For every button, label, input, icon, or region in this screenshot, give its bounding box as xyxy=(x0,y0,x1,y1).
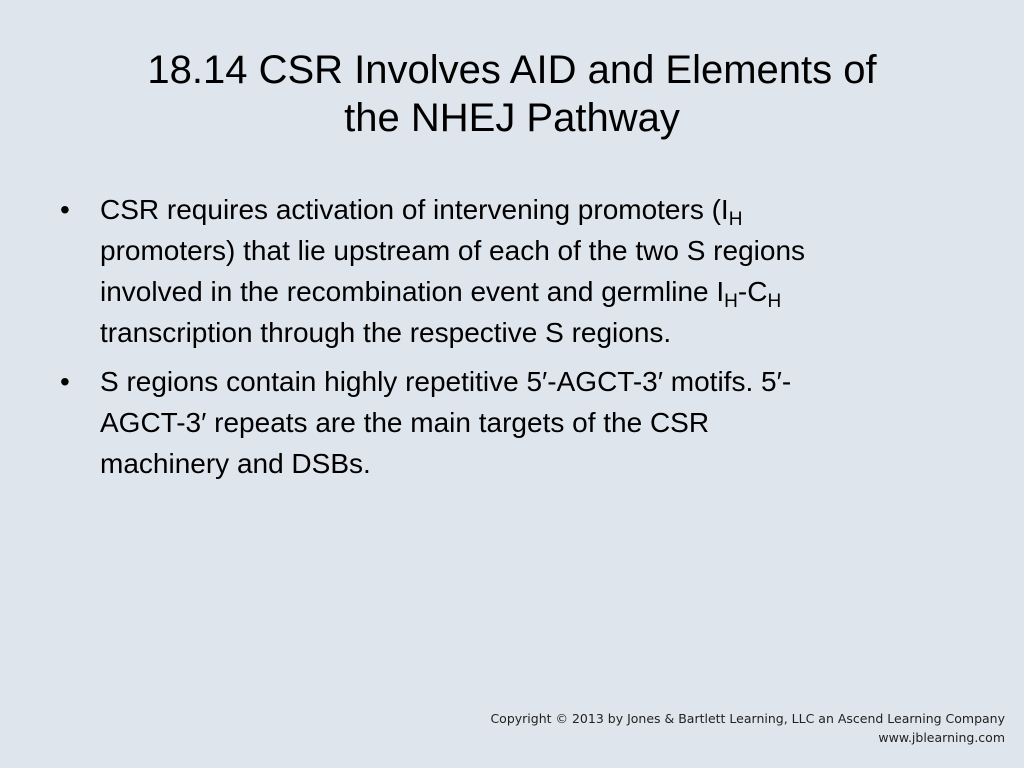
bullet-text: involved in the recombination event and germline I xyxy=(100,276,725,307)
bullet-icon: • xyxy=(60,366,70,397)
copyright-text: Copyright © 2013 by Jones & Bartlett Learning, LLC an Ascend Learning Company xyxy=(490,711,1005,726)
bullet-text: -C xyxy=(737,276,768,307)
copyright-footer xyxy=(490,709,1005,747)
bullet-item-csr-promoters xyxy=(60,189,980,353)
slide-title-line-1: 18.14 CSR Involves AID and Elements of xyxy=(147,48,877,92)
subscript: H xyxy=(728,209,743,230)
website-text: www.jblearning.com xyxy=(878,730,1005,745)
bullet-line: promoters) that lie upstream of each of the two S regions xyxy=(100,235,806,266)
slide-title-line-2: the NHEJ Pathway xyxy=(344,96,680,140)
bullet-icon: • xyxy=(60,194,70,225)
bullet-line xyxy=(100,271,980,312)
bullet-line: AGCT-3′ repeats are the main targets of the CSR xyxy=(100,407,710,438)
bullet-line: transcription through the respective S regions. xyxy=(100,317,672,348)
bullet-line: S regions contain highly repetitive 5′-AGCT-3′ motifs. 5′- xyxy=(100,366,792,397)
bullet-line xyxy=(100,189,980,230)
subscript: H xyxy=(724,291,738,312)
bullet-list xyxy=(60,189,980,492)
slide-title xyxy=(60,46,964,142)
bullet-text: CSR requires activation of intervening promoters (I xyxy=(100,194,729,225)
subscript: H xyxy=(767,291,782,312)
bullet-line: machinery and DSBs. xyxy=(100,448,371,479)
bullet-item-s-regions xyxy=(60,361,980,484)
